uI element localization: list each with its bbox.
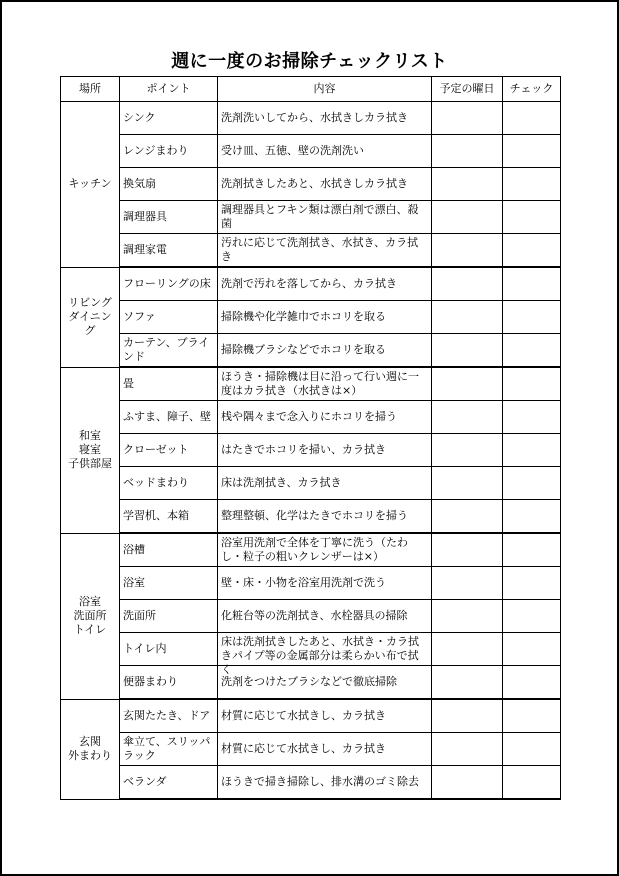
point-text: ソファ: [123, 310, 156, 323]
point-text: 学習机、本箱: [123, 509, 189, 522]
point-text: 調理家電: [123, 243, 167, 256]
content-text: 浴室用洗剤で全体を丁寧に洗う（たわし・粒子の粗いクレンザーは×）: [221, 536, 408, 563]
content-text: 汚れに応じて洗剤拭き、水拭き、カラ拭き: [221, 236, 419, 263]
point-text: シンク: [123, 111, 156, 124]
check-cell[interactable]: [503, 434, 561, 467]
content-cell: [218, 267, 432, 301]
table-row: [61, 301, 561, 334]
point-text: トイレ内: [123, 642, 167, 655]
point-cell: [120, 334, 218, 368]
table-row: [61, 666, 561, 700]
day-cell[interactable]: [432, 102, 503, 135]
check-cell[interactable]: [503, 301, 561, 334]
content-text: 床は洗剤拭きしたあと、水拭き・カラ拭きパイプ等の金属部分は柔らかい布で拭く: [221, 635, 419, 676]
table-row: [61, 367, 561, 401]
day-cell[interactable]: [432, 467, 503, 500]
point-text: 調理器具: [123, 210, 167, 223]
content-text: ほうき・掃除機は目に沿って行い週に一度はカラ拭き（水拭きは×）: [221, 370, 419, 397]
cleaning-checklist-table: [60, 76, 561, 800]
content-text: 調理器具とフキン類は漂白剤で漂白、殺菌: [221, 203, 419, 230]
header-check: チェック: [503, 77, 561, 102]
content-text: 整理整頓、化学はたきでホコリを掃う: [221, 509, 408, 522]
point-cell: [120, 600, 218, 633]
day-cell[interactable]: [432, 301, 503, 334]
table-row: [61, 168, 561, 201]
content-text: 床は洗剤拭き、カラ拭き: [221, 476, 342, 489]
content-cell: [218, 168, 432, 201]
day-cell[interactable]: [432, 401, 503, 434]
check-cell[interactable]: [503, 567, 561, 600]
point-cell: [120, 168, 218, 201]
table-row: [61, 267, 561, 301]
day-cell[interactable]: [432, 334, 503, 368]
day-cell[interactable]: [432, 201, 503, 234]
content-cell: [218, 234, 432, 268]
point-cell: [120, 201, 218, 234]
point-text: 便器まわり: [123, 675, 178, 688]
point-cell: [120, 102, 218, 135]
check-cell[interactable]: [503, 401, 561, 434]
check-cell[interactable]: [503, 234, 561, 268]
check-cell[interactable]: [503, 467, 561, 500]
day-cell[interactable]: [432, 500, 503, 534]
content-text: 受け皿、五徳、壁の洗剤洗い: [221, 144, 364, 157]
check-cell[interactable]: [503, 334, 561, 368]
content-cell: [218, 766, 432, 800]
table-row: [61, 600, 561, 633]
content-text: 洗剤洗いしてから、水拭きしカラ拭き: [221, 111, 408, 124]
area-cell: キッチン: [61, 102, 120, 268]
point-cell: [120, 533, 218, 567]
check-cell[interactable]: [503, 600, 561, 633]
content-cell: [218, 733, 432, 766]
content-cell: [218, 334, 432, 368]
content-cell: [218, 434, 432, 467]
day-cell[interactable]: [432, 168, 503, 201]
content-text: 洗剤で汚れを落してから、カラ拭き: [221, 277, 397, 290]
point-text: ふすま、障子、壁: [123, 410, 211, 423]
point-cell: [120, 135, 218, 168]
header-area: 場所: [61, 77, 120, 102]
content-cell: [218, 533, 432, 567]
check-cell[interactable]: [503, 500, 561, 534]
checklist-body: [61, 102, 561, 800]
point-text: カーテン、ブラインド: [123, 336, 210, 363]
point-text: ベランダ: [123, 775, 167, 788]
day-cell[interactable]: [432, 234, 503, 268]
day-cell[interactable]: [432, 135, 503, 168]
day-cell[interactable]: [432, 567, 503, 600]
day-cell[interactable]: [432, 600, 503, 633]
check-cell[interactable]: [503, 766, 561, 800]
content-cell: [218, 666, 432, 700]
point-cell: [120, 766, 218, 800]
table-row: [61, 201, 561, 234]
point-cell: [120, 401, 218, 434]
content-text: 桟や隅々まで念入りにホコリを掃う: [221, 410, 397, 423]
table-row: [61, 633, 561, 666]
header-point: ポイント: [120, 77, 218, 102]
table-row: [61, 467, 561, 500]
table-row: [61, 234, 561, 268]
day-cell[interactable]: [432, 666, 503, 700]
point-cell: [120, 434, 218, 467]
content-cell: [218, 301, 432, 334]
point-cell: [120, 467, 218, 500]
point-cell: [120, 699, 218, 733]
point-text: 浴室: [123, 576, 145, 589]
point-cell: [120, 633, 218, 666]
table-row: [61, 533, 561, 567]
check-cell[interactable]: [503, 666, 561, 700]
check-cell[interactable]: [503, 135, 561, 168]
check-cell[interactable]: [503, 633, 561, 666]
content-cell: [218, 467, 432, 500]
check-cell[interactable]: [503, 533, 561, 567]
point-text: レンジまわり: [123, 144, 189, 157]
content-cell: [218, 633, 432, 676]
content-cell: [218, 567, 432, 600]
content-text: はたきでホコリを掃い、カラ拭き: [221, 443, 386, 456]
point-cell: [120, 267, 218, 301]
point-text: 傘立て、スリッパラック: [123, 735, 211, 762]
point-text: フローリングの床: [123, 277, 211, 290]
point-cell: [120, 733, 218, 766]
point-text: ベッドまわり: [123, 476, 189, 489]
area-cell: 浴室 洗面所 トイレ: [61, 533, 120, 699]
day-cell[interactable]: [432, 367, 503, 401]
point-text: 浴槽: [123, 543, 145, 556]
day-cell[interactable]: [432, 766, 503, 800]
check-cell[interactable]: [503, 367, 561, 401]
content-cell: [218, 135, 432, 168]
point-cell: [120, 301, 218, 334]
content-text: 化粧台等の洗剤拭き、水栓器具の掃除: [221, 609, 408, 622]
point-cell: [120, 367, 218, 401]
day-cell[interactable]: [432, 633, 503, 666]
check-cell[interactable]: [503, 102, 561, 135]
header-row: [61, 77, 561, 102]
content-cell: [218, 201, 432, 234]
point-text: 畳: [123, 377, 134, 390]
content-text: 洗剤をつけたブラシなどで徹底掃除: [221, 675, 397, 688]
header-content: 内容: [218, 77, 432, 102]
area-cell: 和室 寝室 子供部屋: [61, 367, 120, 533]
table-row: [61, 334, 561, 368]
content-text: ほうきで掃き掃除し、排水溝のゴミ除去: [221, 775, 419, 788]
point-cell: [120, 500, 218, 534]
day-cell[interactable]: [432, 267, 503, 301]
day-cell[interactable]: [432, 434, 503, 467]
area-cell: 玄関 外まわり: [61, 699, 120, 799]
table-row: [61, 733, 561, 766]
content-cell: [218, 102, 432, 135]
content-text: 掃除機や化学雑巾でホコリを取る: [221, 310, 386, 323]
header-day: 予定の曜日: [432, 77, 503, 102]
content-cell: [218, 401, 432, 434]
table-row: [61, 401, 561, 434]
content-text: 材質に応じて水拭きし、カラ拭き: [221, 742, 386, 755]
check-cell[interactable]: [503, 168, 561, 201]
table-row: [61, 766, 561, 800]
content-cell: [218, 600, 432, 633]
table-row: [61, 500, 561, 534]
table-row: [61, 567, 561, 600]
content-text: 材質に応じて水拭きし、カラ拭き: [221, 709, 386, 722]
check-cell[interactable]: [503, 699, 561, 733]
point-text: 換気扇: [123, 177, 156, 190]
table-row: [61, 699, 561, 733]
content-text: 洗剤拭きしたあと、水拭きしカラ拭き: [221, 177, 408, 190]
point-text: 玄関たたき、ドア: [123, 709, 211, 722]
content-text: 掃除機ブラシなどでホコリを取る: [221, 343, 386, 356]
table-row: [61, 434, 561, 467]
content-cell: [218, 500, 432, 534]
check-cell[interactable]: [503, 201, 561, 234]
point-cell: [120, 567, 218, 600]
content-cell: [218, 367, 432, 401]
table-row: [61, 135, 561, 168]
page-title: 週に一度のお掃除チェックリスト: [171, 51, 448, 72]
day-cell[interactable]: [432, 533, 503, 567]
table-row: [61, 102, 561, 135]
content-text: 壁・床・小物を浴室用洗剤で洗う: [221, 576, 386, 589]
check-cell[interactable]: [503, 267, 561, 301]
day-cell[interactable]: [432, 699, 503, 733]
content-cell: [218, 699, 432, 733]
point-text: クローゼット: [123, 443, 189, 456]
point-cell: [120, 234, 218, 268]
day-cell[interactable]: [432, 733, 503, 766]
area-cell: リビング ダイニング: [61, 267, 120, 367]
point-text: 洗面所: [123, 609, 156, 622]
check-cell[interactable]: [503, 733, 561, 766]
point-cell: [120, 666, 218, 700]
